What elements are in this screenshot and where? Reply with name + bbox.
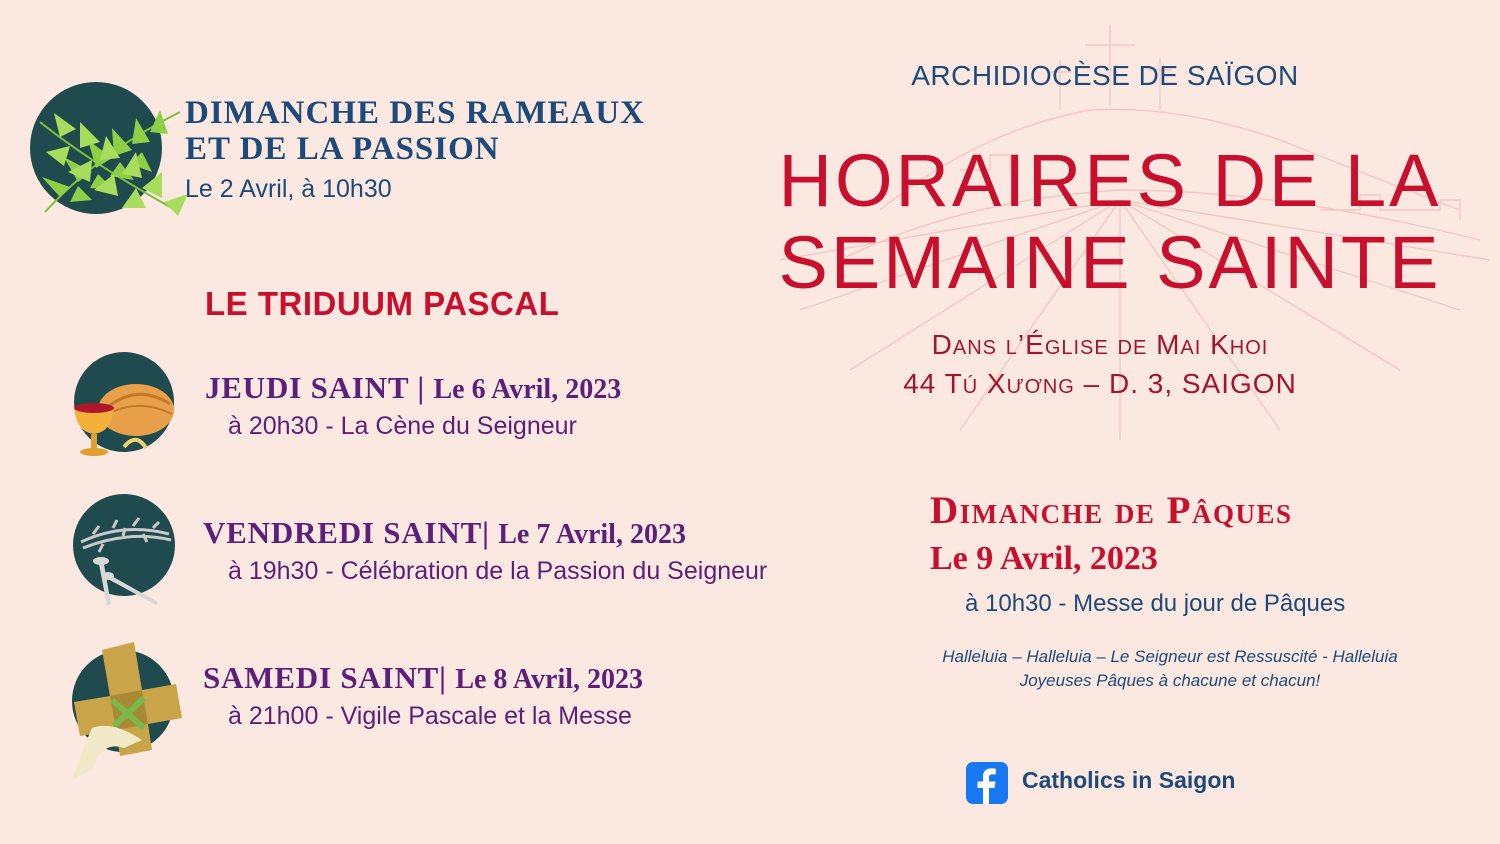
easter-message-line1: Halleluia – Halleluia – Le Seigneur est Ressuscité - Halleluia — [942, 647, 1398, 666]
cross-shroud-icon — [72, 650, 174, 752]
palm-branch-icon — [30, 82, 162, 214]
samedi-saint-detail: à 21h00 - Vigile Pascale et la Messe — [228, 702, 632, 730]
palm-sunday-title-line1: DIMANCHE DES RAMEAUX — [185, 95, 646, 131]
easter-title: Dimanche de Pâques — [930, 489, 1293, 532]
triduum-title: LE TRIDUUM PASCAL — [205, 285, 560, 322]
vendredi-saint-detail: à 19h30 - Célébration de la Passion du Seigneur — [228, 557, 768, 585]
samedi-saint-heading — [203, 660, 643, 696]
church-address — [760, 325, 1440, 403]
palm-sunday-title-line2: ET DE LA PASSION — [185, 131, 500, 167]
church-street: 44 Tú Xương – D. 3, SAIGON — [903, 368, 1297, 399]
easter-detail: à 10h30 - Messe du jour de Pâques — [965, 590, 1346, 617]
samedi-saint-name: SAMEDI SAINT — [203, 660, 440, 695]
vendredi-saint-heading — [203, 515, 686, 551]
vendredi-saint-date: Le 7 Avril, 2023 — [498, 519, 686, 550]
easter-date: Le 9 Avril, 2023 — [930, 540, 1158, 577]
facebook-icon[interactable] — [966, 762, 1008, 804]
facebook-page-name[interactable]: Catholics in Saigon — [1022, 767, 1236, 793]
page-title-line1: HORAIRES DE LA — [778, 139, 1442, 222]
jeudi-saint-date: Le 6 Avril, 2023 — [433, 374, 622, 405]
easter-message-line2: Joyeuses Pâques à chacune et chacun! — [1019, 671, 1321, 690]
samedi-saint-separator: | — [439, 660, 456, 695]
vendredi-saint-separator: | — [482, 515, 499, 550]
archdiocese-label: ARCHIDIOCÈSE DE SAÏGON — [911, 60, 1299, 91]
palm-sunday-date: Le 2 Avril, à 10h30 — [185, 175, 392, 203]
crown-of-thorns-nails-icon — [73, 494, 175, 596]
jeudi-saint-heading — [205, 370, 621, 406]
page-title-line2: SEMAINE SAINTE — [778, 221, 1442, 304]
page-title — [760, 140, 1460, 304]
jeudi-saint-detail: à 20h30 - La Cène du Seigneur — [228, 412, 577, 440]
vendredi-saint-name: VENDREDI SAINT — [203, 515, 483, 550]
jeudi-saint-separator: | — [408, 370, 434, 405]
chalice-bread-icon — [74, 352, 174, 452]
church-name: Dans l’Église de Mai Khoi — [931, 329, 1269, 360]
palm-sunday-title — [185, 95, 645, 167]
samedi-saint-date: Le 8 Avril, 2023 — [455, 664, 643, 695]
jeudi-saint-name: JEUDI SAINT — [205, 370, 409, 405]
easter-message — [920, 645, 1420, 693]
